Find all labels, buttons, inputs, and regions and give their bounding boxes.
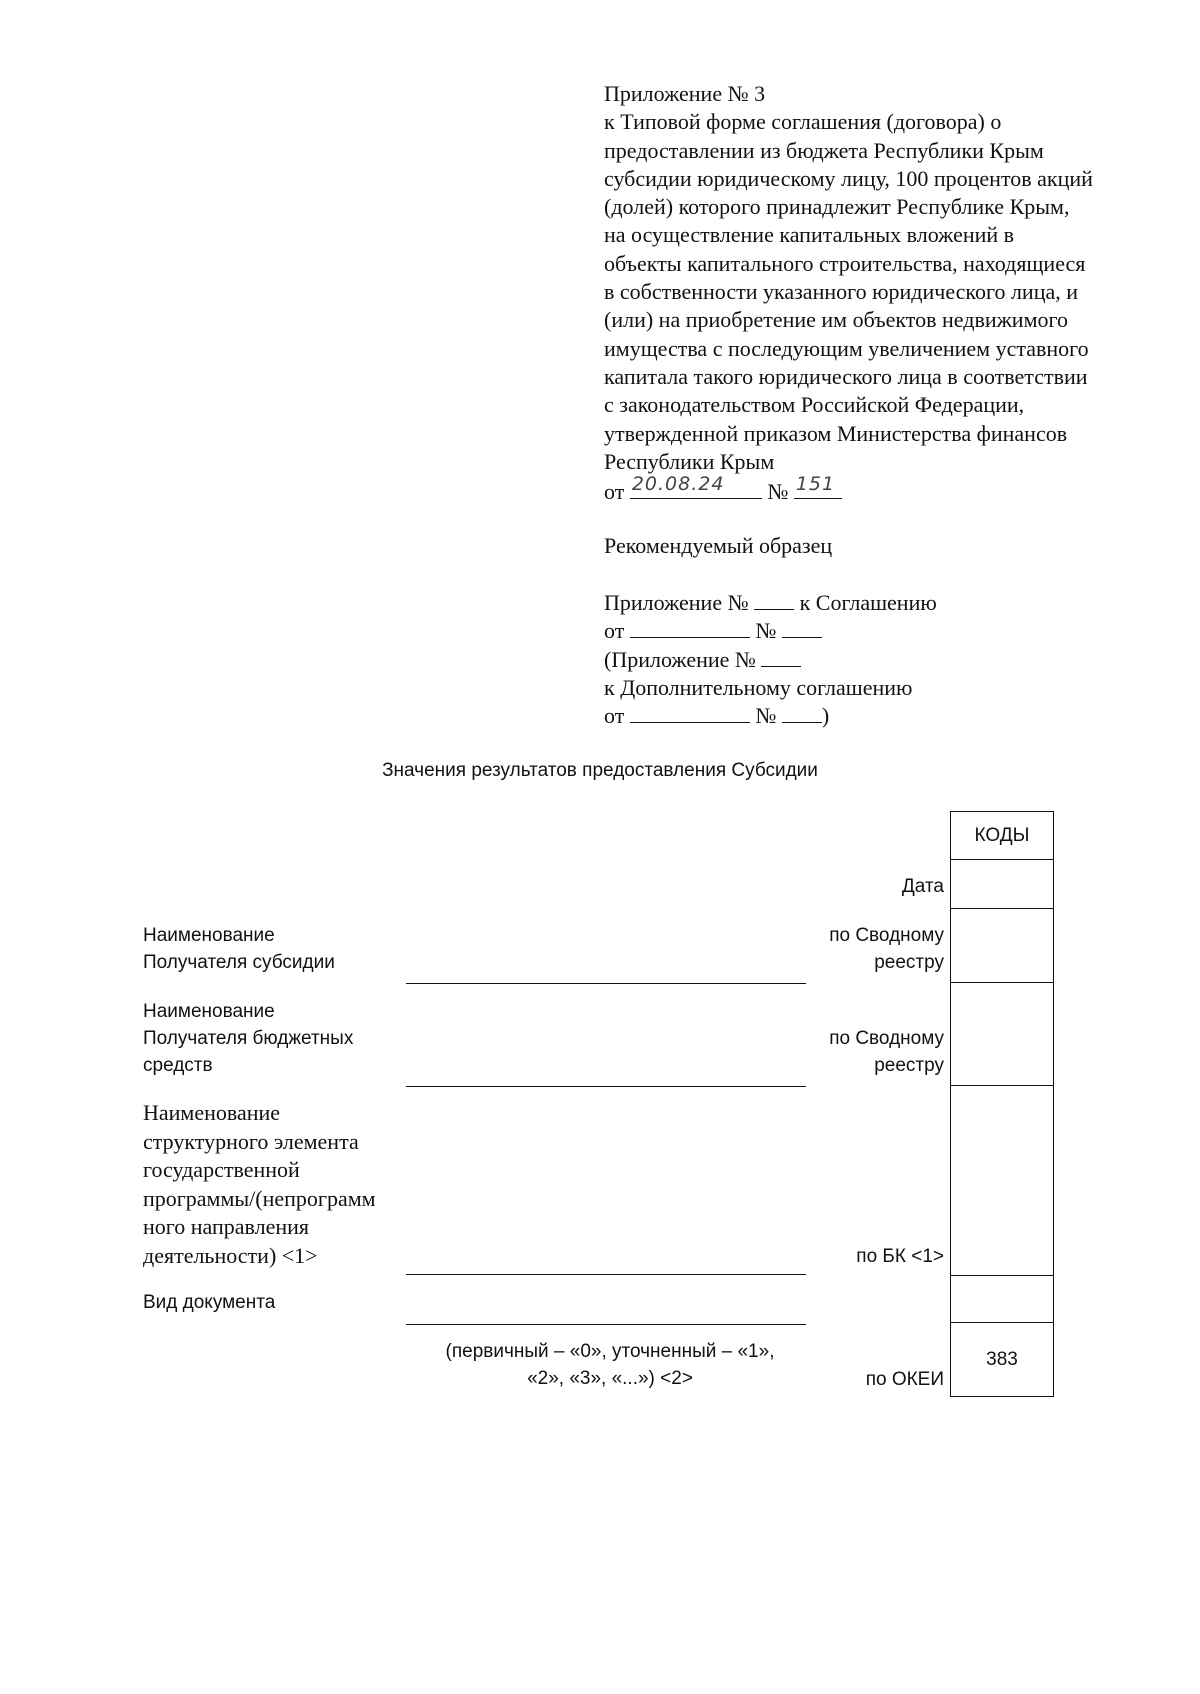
date-label: Дата (901, 876, 944, 897)
document-title: Значения результатов предоставления Субсидии (382, 760, 818, 781)
annex-line-1 (604, 589, 937, 617)
doc-type-note-line2: «2», «3», «...») <2> (527, 1368, 693, 1389)
svodny-reestr-2-line2: реестру (874, 1055, 944, 1076)
code-cell-bk (951, 1086, 1054, 1276)
appendix-header-line: с законодательством Российской Федерации, (604, 392, 1025, 418)
recipient-budget-line3: средств (143, 1055, 213, 1076)
recommended-sample-label: Рекомендуемый образец (604, 533, 833, 558)
code-cell-date (951, 860, 1054, 909)
order-number-field (794, 472, 842, 499)
annex-line-2 (604, 617, 937, 645)
supplementary-agreement-label: к Дополнительному соглашению (604, 674, 913, 700)
supplementary-date-blank (630, 702, 750, 723)
recipient-budget-line2: Получателя бюджетных (143, 1028, 354, 1049)
order-number-handwritten: 151 (795, 472, 836, 495)
supplementary-number-blank (782, 702, 822, 723)
annex-number-prefix: Приложение № (604, 590, 749, 615)
code-cell-doc-type (951, 1276, 1054, 1323)
doc-type-label: Вид документа (143, 1292, 276, 1313)
annex-line-3 (604, 646, 937, 674)
supplementary-no-label: № (755, 703, 777, 729)
annex-no-label: № (755, 618, 777, 644)
appendix-header-line: в собственности указанного юридического лица, и (604, 279, 1079, 305)
recipient-budget-line1: Наименование (143, 1001, 275, 1022)
svodny-reestr-label-2 (829, 1025, 944, 1079)
code-cell-recipient-subsidy (951, 909, 1054, 983)
supplementary-annex-blank (761, 646, 801, 667)
order-date-field (630, 472, 762, 499)
codes-header: КОДЫ (951, 812, 1054, 860)
svodny-reestr-1-line2: реестру (874, 952, 944, 973)
annex-number-blank (754, 589, 794, 610)
appendix-header-line: к Типовой форме соглашения (договора) о (604, 109, 1002, 135)
svodny-reestr-2-line1: по Сводному (829, 1028, 944, 1049)
recipient-budget-fill-line[interactable] (406, 1086, 806, 1087)
doc-type-note-line1: (первичный – «0», уточненный – «1», (445, 1341, 775, 1362)
annex-to-agreement (604, 589, 937, 730)
structural-element-line: ного направления (143, 1214, 310, 1239)
recipient-subsidy-label (143, 922, 335, 976)
supplementary-annex-label: (Приложение № (604, 646, 756, 672)
order-date-handwritten: 20.08.24 (631, 472, 725, 495)
recipient-subsidy-line2: Получателя субсидии (143, 952, 335, 973)
appendix-header-line: Республики Крым (604, 448, 775, 474)
code-cell-recipient-budget (951, 983, 1054, 1086)
doc-type-fill-line[interactable] (406, 1324, 806, 1325)
order-from-label: от (604, 479, 625, 505)
agreement-number-blank (782, 617, 822, 638)
closing-paren: ) (821, 703, 830, 729)
doc-type-note (400, 1338, 820, 1392)
appendix-header-line: утвержденной приказом Министерства финансов (604, 420, 1068, 446)
structural-element-line: деятельности) <1> (143, 1242, 318, 1268)
bk-label: по БК <1> (856, 1246, 944, 1267)
recipient-subsidy-line1: Наименование (143, 925, 275, 946)
svodny-reestr-label-1 (829, 922, 944, 976)
annex-line-5 (604, 702, 937, 730)
structural-element-line: структурного элемента (143, 1128, 359, 1154)
supplementary-from-label: от (604, 703, 625, 729)
appendix-header-line: на осуществление капитальных вложений в (604, 222, 1015, 248)
code-cell-okei: 383 (951, 1323, 1054, 1397)
annex-number-suffix: к Соглашению (799, 590, 937, 615)
okei-label: по ОКЕИ (865, 1369, 944, 1390)
structural-element-line: программы/(непрограмм (143, 1185, 376, 1211)
appendix-header-line: капитала такого юридического лица в соответствии (604, 363, 1088, 389)
appendix-header-line: объекты капитального строительства, находящиеся (604, 250, 1086, 276)
appendix-header-line: субсидии юридическому лицу, 100 процентов акций (604, 165, 1093, 191)
structural-element-fill-line[interactable] (406, 1274, 806, 1275)
order-reference-line (604, 472, 1164, 506)
structural-element-line: Наименование (143, 1100, 281, 1125)
codes-table (950, 811, 1054, 1397)
appendix-header-line: (долей) которого принадлежит Республике Крым, (604, 194, 1070, 220)
structural-element-line: государственной (143, 1157, 300, 1182)
appendix-header-line: (или) на приобретение им объектов недвижимого (604, 307, 1068, 333)
appendix-number: Приложение № 3 (604, 81, 766, 106)
appendix-header-line: предоставлении из бюджета Республики Крым (604, 137, 1044, 163)
structural-element-label (143, 1099, 376, 1270)
appendix-header-line: имущества с последующим увеличением уставного (604, 335, 1089, 361)
annex-from-label: от (604, 618, 625, 644)
appendix-header (604, 80, 1164, 506)
recipient-subsidy-fill-line[interactable] (406, 983, 806, 984)
recipient-budget-label (143, 998, 353, 1079)
order-number-label: № (767, 479, 789, 505)
agreement-date-blank (630, 617, 750, 638)
svodny-reestr-1-line1: по Сводному (829, 925, 944, 946)
